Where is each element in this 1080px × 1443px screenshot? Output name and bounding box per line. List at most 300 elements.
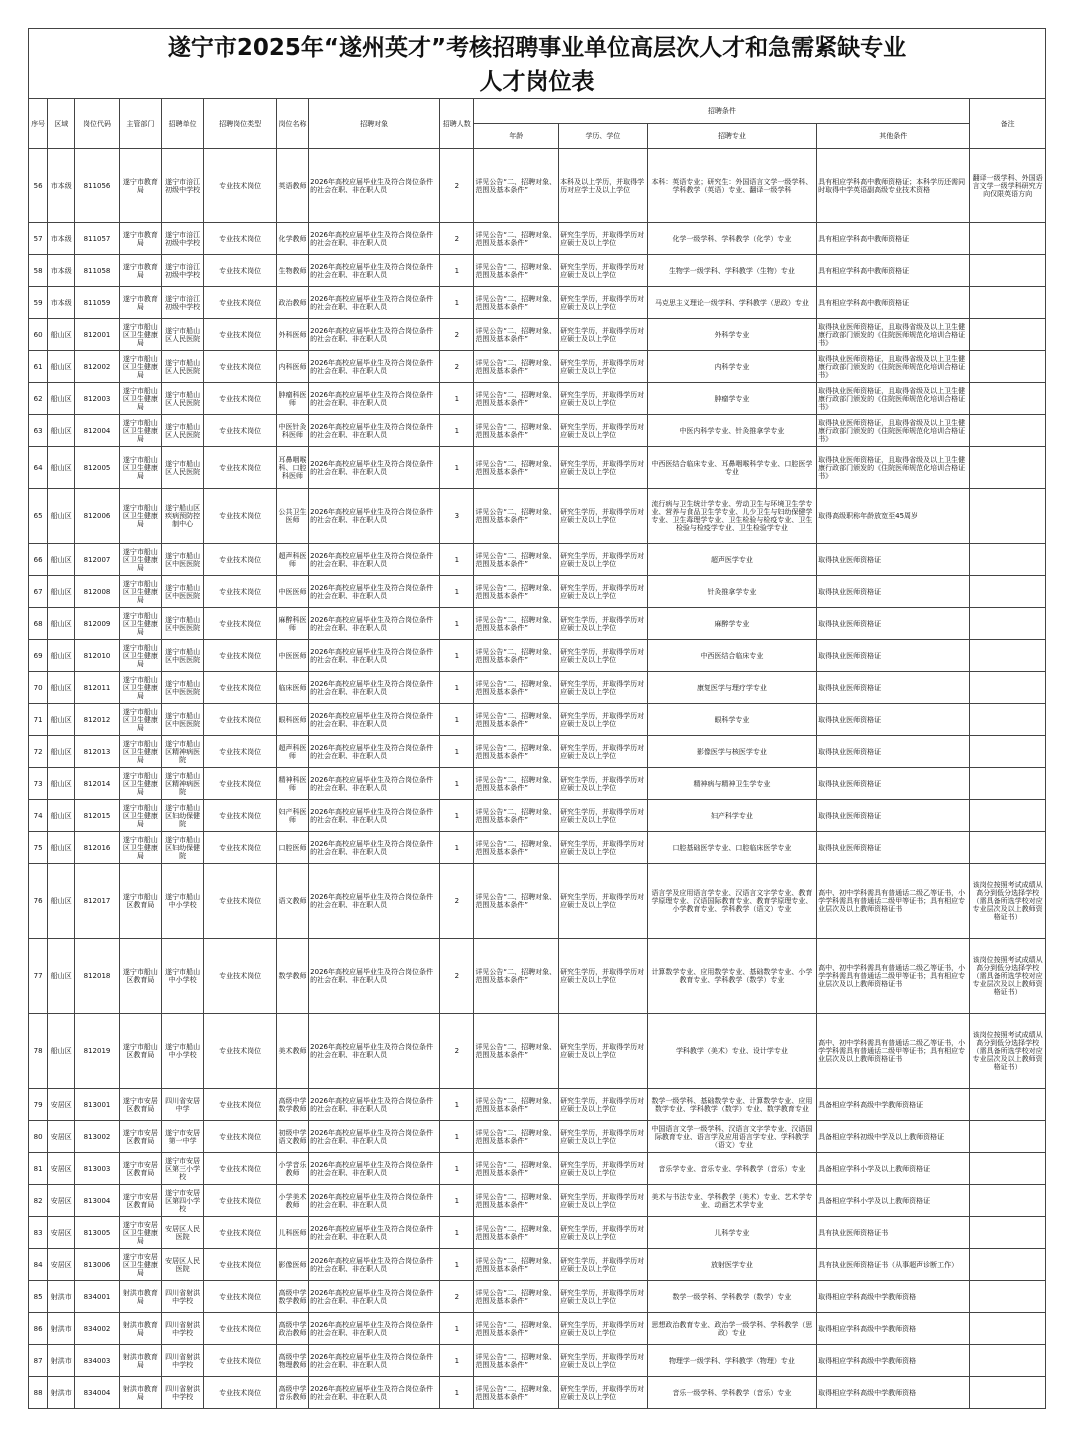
code-cell: 812018 xyxy=(75,939,119,1014)
header-target: 招聘对象 xyxy=(309,99,440,149)
department-cell: 遂宁市船山区卫生健康局 xyxy=(119,489,161,544)
target-cell: 2026年高校应届毕业生及符合岗位条件的社会在职、非在职人员 xyxy=(309,149,440,223)
seq-cell: 61 xyxy=(29,351,48,383)
major-cell: 化学一级学科、学科教学（化学）专业 xyxy=(647,223,816,255)
count-cell: 1 xyxy=(440,736,474,768)
major-cell: 口腔基础医学专业、口腔临床医学专业 xyxy=(647,832,816,864)
target-cell: 2026年高校应届毕业生及符合岗位条件的社会在职、非在职人员 xyxy=(309,1345,440,1377)
target-cell: 2026年高校应届毕业生及符合岗位条件的社会在职、非在职人员 xyxy=(309,576,440,608)
post-type-cell: 专业技术岗位 xyxy=(204,576,277,608)
department-cell: 遂宁市船山区卫生健康局 xyxy=(119,415,161,447)
target-cell: 2026年高校应届毕业生及符合岗位条件的社会在职、非在职人员 xyxy=(309,832,440,864)
other-cell: 具有相应学科高中教师资格证 xyxy=(817,223,970,255)
post-type-cell: 专业技术岗位 xyxy=(204,287,277,319)
table-row xyxy=(29,447,1046,489)
age-cell: 详见公告“二、招聘对象、范围及基本条件” xyxy=(474,319,559,351)
unit-cell: 四川省射洪中学校 xyxy=(162,1281,204,1313)
count-cell: 1 xyxy=(440,255,474,287)
major-cell: 数学一级学科、学科教学（数学）专业 xyxy=(647,1281,816,1313)
count-cell: 1 xyxy=(440,1185,474,1217)
seq-cell: 62 xyxy=(29,383,48,415)
education-cell: 研究生学历，并取得学历对应硕士及以上学位 xyxy=(559,704,648,736)
remark-cell xyxy=(970,1281,1046,1313)
unit-cell: 遂宁市涪江初级中学校 xyxy=(162,255,204,287)
unit-cell: 遂宁市船山区妇幼保健院 xyxy=(162,800,204,832)
age-cell: 详见公告“二、招聘对象、范围及基本条件” xyxy=(474,544,559,576)
age-cell: 详见公告“二、招聘对象、范围及基本条件” xyxy=(474,672,559,704)
post-type-cell: 专业技术岗位 xyxy=(204,608,277,640)
age-cell: 详见公告“二、招聘对象、范围及基本条件” xyxy=(474,704,559,736)
target-cell: 2026年高校应届毕业生及符合岗位条件的社会在职、非在职人员 xyxy=(309,1217,440,1249)
post-type-cell: 专业技术岗位 xyxy=(204,489,277,544)
header-age: 年龄 xyxy=(474,124,559,149)
education-cell: 研究生学历，并取得学历对应硕士及以上学位 xyxy=(559,1153,648,1185)
department-cell: 遂宁市安居区卫生健康局 xyxy=(119,1217,161,1249)
remark-cell: 该岗位按照考试成绩从高分到低分选择学校（需具备所选学校对应专业层次及以上教师资格证书） xyxy=(970,864,1046,939)
seq-cell: 75 xyxy=(29,832,48,864)
age-cell: 详见公告“二、招聘对象、范围及基本条件” xyxy=(474,383,559,415)
seq-cell: 74 xyxy=(29,800,48,832)
seq-cell: 71 xyxy=(29,704,48,736)
education-cell: 研究生学历，并取得学历对应硕士及以上学位 xyxy=(559,768,648,800)
count-cell: 2 xyxy=(440,149,474,223)
post-name-cell: 眼科医师 xyxy=(276,704,308,736)
education-cell: 本科及以上学历，并取得学历对应学士及以上学位 xyxy=(559,149,648,223)
age-cell: 详见公告“二、招聘对象、范围及基本条件” xyxy=(474,149,559,223)
code-cell: 812010 xyxy=(75,640,119,672)
count-cell: 1 xyxy=(440,1249,474,1281)
education-cell: 研究生学历，并取得学历对应硕士及以上学位 xyxy=(559,1313,648,1345)
other-cell: 高中、初中学科需具有普通话二级乙等证书，小学学科需具有普通话二级甲等证书；具有相应专业层次及以上教师资格证书 xyxy=(817,1014,970,1089)
count-cell: 1 xyxy=(440,768,474,800)
target-cell: 2026年高校应届毕业生及符合岗位条件的社会在职、非在职人员 xyxy=(309,864,440,939)
education-cell: 研究生学历，并取得学历对应硕士及以上学位 xyxy=(559,1377,648,1409)
major-cell: 眼科学专业 xyxy=(647,704,816,736)
other-cell: 具有相应学科高中教师资格证 xyxy=(817,287,970,319)
department-cell: 射洪市教育局 xyxy=(119,1345,161,1377)
table-row xyxy=(29,1313,1046,1345)
table-row xyxy=(29,287,1046,319)
department-cell: 遂宁市船山区卫生健康局 xyxy=(119,447,161,489)
code-cell: 812005 xyxy=(75,447,119,489)
major-cell: 中医内科学专业、针灸推拿学专业 xyxy=(647,415,816,447)
header-post-name: 岗位名称 xyxy=(276,99,308,149)
table-row xyxy=(29,864,1046,939)
other-cell: 具有相应学科高中教师资格证 xyxy=(817,255,970,287)
post-type-cell: 专业技术岗位 xyxy=(204,447,277,489)
district-cell: 船山区 xyxy=(48,489,75,544)
department-cell: 遂宁市船山区卫生健康局 xyxy=(119,640,161,672)
count-cell: 1 xyxy=(440,1345,474,1377)
district-cell: 船山区 xyxy=(48,939,75,1014)
age-cell: 详见公告“二、招聘对象、范围及基本条件” xyxy=(474,1121,559,1153)
other-cell: 取得执业医师资格证 xyxy=(817,800,970,832)
table-row xyxy=(29,736,1046,768)
other-cell: 取得执业医师资格证，且取得省级及以上卫生健康行政部门颁发的《住院医师规范化培训合格证书》 xyxy=(817,319,970,351)
district-cell: 船山区 xyxy=(48,319,75,351)
age-cell: 详见公告“二、招聘对象、范围及基本条件” xyxy=(474,768,559,800)
post-type-cell: 专业技术岗位 xyxy=(204,383,277,415)
target-cell: 2026年高校应届毕业生及符合岗位条件的社会在职、非在职人员 xyxy=(309,319,440,351)
seq-cell: 58 xyxy=(29,255,48,287)
post-name-cell: 精神科医师 xyxy=(276,768,308,800)
post-type-cell: 专业技术岗位 xyxy=(204,864,277,939)
seq-cell: 78 xyxy=(29,1014,48,1089)
count-cell: 1 xyxy=(440,1217,474,1249)
age-cell: 详见公告“二、招聘对象、范围及基本条件” xyxy=(474,351,559,383)
count-cell: 2 xyxy=(440,1014,474,1089)
count-cell: 1 xyxy=(440,1089,474,1121)
target-cell: 2026年高校应届毕业生及符合岗位条件的社会在职、非在职人员 xyxy=(309,939,440,1014)
count-cell: 2 xyxy=(440,939,474,1014)
target-cell: 2026年高校应届毕业生及符合岗位条件的社会在职、非在职人员 xyxy=(309,768,440,800)
district-cell: 市本级 xyxy=(48,287,75,319)
other-cell: 取得相应学科高级中学教师资格 xyxy=(817,1281,970,1313)
remark-cell xyxy=(970,1249,1046,1281)
remark-cell xyxy=(970,415,1046,447)
post-type-cell: 专业技术岗位 xyxy=(204,1345,277,1377)
target-cell: 2026年高校应届毕业生及符合岗位条件的社会在职、非在职人员 xyxy=(309,255,440,287)
post-name-cell: 语文教师 xyxy=(276,864,308,939)
post-name-cell: 外科医师 xyxy=(276,319,308,351)
district-cell: 船山区 xyxy=(48,576,75,608)
header-seq: 序号 xyxy=(29,99,48,149)
header-code: 岗位代码 xyxy=(75,99,119,149)
target-cell: 2026年高校应届毕业生及符合岗位条件的社会在职、非在职人员 xyxy=(309,1153,440,1185)
table-row xyxy=(29,415,1046,447)
count-cell: 1 xyxy=(440,832,474,864)
post-type-cell: 专业技术岗位 xyxy=(204,1153,277,1185)
target-cell: 2026年高校应届毕业生及符合岗位条件的社会在职、非在职人员 xyxy=(309,1089,440,1121)
title-line-2: 人才岗位表 xyxy=(479,69,595,95)
other-cell: 高中、初中学科需具有普通话二级乙等证书，小学学科需具有普通话二级甲等证书；具有相应专业层次及以上教师资格证书 xyxy=(817,864,970,939)
remark-cell xyxy=(970,672,1046,704)
major-cell: 物理学一级学科、学科教学（物理）专业 xyxy=(647,1345,816,1377)
remark-cell xyxy=(970,1153,1046,1185)
target-cell: 2026年高校应届毕业生及符合岗位条件的社会在职、非在职人员 xyxy=(309,640,440,672)
post-name-cell: 中医针灸科医师 xyxy=(276,415,308,447)
remark-cell: 翻译一级学科、外国语言文学一级学科研究方向仅限英语方向 xyxy=(970,149,1046,223)
unit-cell: 遂宁市船山区中医医院 xyxy=(162,640,204,672)
department-cell: 遂宁市教育局 xyxy=(119,287,161,319)
unit-cell: 遂宁市船山区精神病医院 xyxy=(162,736,204,768)
other-cell: 取得执业医师资格证，且取得省级及以上卫生健康行政部门颁发的《住院医师规范化培训合格证书》 xyxy=(817,351,970,383)
remark-cell xyxy=(970,383,1046,415)
post-type-cell: 专业技术岗位 xyxy=(204,939,277,1014)
education-cell: 研究生学历，并取得学历对应硕士及以上学位 xyxy=(559,832,648,864)
unit-cell: 遂宁市船山区中医医院 xyxy=(162,544,204,576)
remark-cell xyxy=(970,319,1046,351)
other-cell: 取得相应学科高级中学教师资格 xyxy=(817,1345,970,1377)
remark-cell xyxy=(970,1313,1046,1345)
post-type-cell: 专业技术岗位 xyxy=(204,1217,277,1249)
major-cell: 中国语言文学一级学科、汉语言文字学专业、汉语国际教育专业、语言学及应用语言学专业、学科教学（语文）专业 xyxy=(647,1121,816,1153)
department-cell: 遂宁市安居区教育局 xyxy=(119,1153,161,1185)
age-cell: 详见公告“二、招聘对象、范围及基本条件” xyxy=(474,608,559,640)
unit-cell: 遂宁市涪江初级中学校 xyxy=(162,149,204,223)
district-cell: 船山区 xyxy=(48,351,75,383)
age-cell: 详见公告“二、招聘对象、范围及基本条件” xyxy=(474,939,559,1014)
unit-cell: 遂宁市安居区第四小学校 xyxy=(162,1185,204,1217)
remark-cell xyxy=(970,255,1046,287)
major-cell: 内科学专业 xyxy=(647,351,816,383)
education-cell: 研究生学历，并取得学历对应硕士及以上学位 xyxy=(559,415,648,447)
district-cell: 安居区 xyxy=(48,1185,75,1217)
post-name-cell: 数学教师 xyxy=(276,939,308,1014)
other-cell: 取得执业医师资格证 xyxy=(817,736,970,768)
major-cell: 马克思主义理论一级学科、学科教学（思政）专业 xyxy=(647,287,816,319)
unit-cell: 遂宁市安居第一中学 xyxy=(162,1121,204,1153)
other-cell: 取得执业医师资格证，且取得省级及以上卫生健康行政部门颁发的《住院医师规范化培训合格证书》 xyxy=(817,415,970,447)
table-row xyxy=(29,672,1046,704)
post-type-cell: 专业技术岗位 xyxy=(204,1313,277,1345)
table-row xyxy=(29,576,1046,608)
post-name-cell: 内科医师 xyxy=(276,351,308,383)
header-conditions: 招聘条件 xyxy=(474,99,970,124)
table-row xyxy=(29,939,1046,1014)
district-cell: 市本级 xyxy=(48,149,75,223)
education-cell: 研究生学历，并取得学历对应硕士及以上学位 xyxy=(559,736,648,768)
post-name-cell: 高级中学物理教师 xyxy=(276,1345,308,1377)
other-cell: 具有相应学科高中教师资格证；本科学历还需同时取得中学英语副高级专业技术资格 xyxy=(817,149,970,223)
department-cell: 遂宁市船山区卫生健康局 xyxy=(119,672,161,704)
count-cell: 1 xyxy=(440,1377,474,1409)
post-type-cell: 专业技术岗位 xyxy=(204,1377,277,1409)
code-cell: 812004 xyxy=(75,415,119,447)
remark-cell: 该岗位按照考试成绩从高分到低分选择学校（需具备所选学校对应专业层次及以上教师资格证书） xyxy=(970,1014,1046,1089)
major-cell: 生物学一级学科、学科教学（生物）专业 xyxy=(647,255,816,287)
unit-cell: 遂宁市船山区精神病医院 xyxy=(162,768,204,800)
unit-cell: 遂宁船山区疾病预防控制中心 xyxy=(162,489,204,544)
post-name-cell: 超声科医师 xyxy=(276,736,308,768)
major-cell: 音乐一级学科、学科教学（音乐）专业 xyxy=(647,1377,816,1409)
header-district: 区域 xyxy=(48,99,75,149)
target-cell: 2026年高校应届毕业生及符合岗位条件的社会在职、非在职人员 xyxy=(309,415,440,447)
table-row xyxy=(29,223,1046,255)
count-cell: 2 xyxy=(440,319,474,351)
target-cell: 2026年高校应届毕业生及符合岗位条件的社会在职、非在职人员 xyxy=(309,1249,440,1281)
other-cell: 具备相应学科高级中学教师资格证 xyxy=(817,1089,970,1121)
education-cell: 研究生学历，并取得学历对应硕士及以上学位 xyxy=(559,1185,648,1217)
unit-cell: 遂宁市船山区人民医院 xyxy=(162,415,204,447)
education-cell: 研究生学历，并取得学历对应硕士及以上学位 xyxy=(559,351,648,383)
age-cell: 详见公告“二、招聘对象、范围及基本条件” xyxy=(474,576,559,608)
post-name-cell: 高级中学音乐教师 xyxy=(276,1377,308,1409)
post-type-cell: 专业技术岗位 xyxy=(204,149,277,223)
other-cell: 取得执业医师资格证 xyxy=(817,640,970,672)
code-cell: 813005 xyxy=(75,1217,119,1249)
district-cell: 船山区 xyxy=(48,704,75,736)
education-cell: 研究生学历，并取得学历对应硕士及以上学位 xyxy=(559,1121,648,1153)
district-cell: 射洪市 xyxy=(48,1281,75,1313)
department-cell: 遂宁市船山区卫生健康局 xyxy=(119,383,161,415)
target-cell: 2026年高校应届毕业生及符合岗位条件的社会在职、非在职人员 xyxy=(309,800,440,832)
age-cell: 详见公告“二、招聘对象、范围及基本条件” xyxy=(474,1377,559,1409)
table-row xyxy=(29,1014,1046,1089)
department-cell: 射洪市教育局 xyxy=(119,1313,161,1345)
page-title xyxy=(28,28,1046,98)
seq-cell: 83 xyxy=(29,1217,48,1249)
district-cell: 船山区 xyxy=(48,736,75,768)
table-row xyxy=(29,383,1046,415)
age-cell: 详见公告“二、招聘对象、范围及基本条件” xyxy=(474,1345,559,1377)
district-cell: 船山区 xyxy=(48,608,75,640)
age-cell: 详见公告“二、招聘对象、范围及基本条件” xyxy=(474,489,559,544)
unit-cell: 遂宁市船山区中医医院 xyxy=(162,704,204,736)
post-name-cell: 高级中学政治教师 xyxy=(276,1313,308,1345)
education-cell: 研究生学历，并取得学历对应硕士及以上学位 xyxy=(559,576,648,608)
other-cell: 取得高级职称年龄放宽至45周岁 xyxy=(817,489,970,544)
post-type-cell: 专业技术岗位 xyxy=(204,319,277,351)
post-type-cell: 专业技术岗位 xyxy=(204,704,277,736)
education-cell: 研究生学历，并取得学历对应硕士及以上学位 xyxy=(559,1217,648,1249)
seq-cell: 56 xyxy=(29,149,48,223)
department-cell: 射洪市教育局 xyxy=(119,1281,161,1313)
other-cell: 具备相应学科小学及以上教师资格证 xyxy=(817,1153,970,1185)
seq-cell: 70 xyxy=(29,672,48,704)
seq-cell: 81 xyxy=(29,1153,48,1185)
count-cell: 1 xyxy=(440,1153,474,1185)
education-cell: 研究生学历，并取得学历对应硕士及以上学位 xyxy=(559,608,648,640)
department-cell: 遂宁市船山区卫生健康局 xyxy=(119,832,161,864)
code-cell: 812015 xyxy=(75,800,119,832)
post-type-cell: 专业技术岗位 xyxy=(204,768,277,800)
other-cell: 取得执业医师资格证 xyxy=(817,704,970,736)
unit-cell: 安居区人民医院 xyxy=(162,1217,204,1249)
header-department: 主管部门 xyxy=(119,99,161,149)
table-row xyxy=(29,1345,1046,1377)
remark-cell xyxy=(970,223,1046,255)
age-cell: 详见公告“二、招聘对象、范围及基本条件” xyxy=(474,1089,559,1121)
code-cell: 812008 xyxy=(75,576,119,608)
department-cell: 遂宁市船山区卫生健康局 xyxy=(119,736,161,768)
district-cell: 安居区 xyxy=(48,1089,75,1121)
post-type-cell: 专业技术岗位 xyxy=(204,1089,277,1121)
other-cell: 具有执业医师资格证书（从事超声诊断工作） xyxy=(817,1249,970,1281)
count-cell: 1 xyxy=(440,640,474,672)
department-cell: 遂宁市安居区卫生健康局 xyxy=(119,1249,161,1281)
other-cell: 取得执业医师资格证 xyxy=(817,608,970,640)
major-cell: 超声医学专业 xyxy=(647,544,816,576)
age-cell: 详见公告“二、招聘对象、范围及基本条件” xyxy=(474,255,559,287)
major-cell: 美术与书法专业、学科教学（美术）专业、艺术学专业、动画艺术学专业 xyxy=(647,1185,816,1217)
major-cell: 放射医学专业 xyxy=(647,1249,816,1281)
other-cell: 具有执业医师资格证书 xyxy=(817,1217,970,1249)
remark-cell xyxy=(970,576,1046,608)
code-cell: 813004 xyxy=(75,1185,119,1217)
post-name-cell: 美术教师 xyxy=(276,1014,308,1089)
post-type-cell: 专业技术岗位 xyxy=(204,1014,277,1089)
department-cell: 遂宁市船山区教育局 xyxy=(119,1014,161,1089)
table-body xyxy=(29,149,1046,1409)
code-cell: 813003 xyxy=(75,1153,119,1185)
major-cell: 肿瘤学专业 xyxy=(647,383,816,415)
code-cell: 812007 xyxy=(75,544,119,576)
seq-cell: 63 xyxy=(29,415,48,447)
header-count: 招聘人数 xyxy=(440,99,474,149)
post-type-cell: 专业技术岗位 xyxy=(204,1249,277,1281)
table-row xyxy=(29,1185,1046,1217)
post-type-cell: 专业技术岗位 xyxy=(204,800,277,832)
education-cell: 研究生学历，并取得学历对应硕士及以上学位 xyxy=(559,319,648,351)
table-row xyxy=(29,1089,1046,1121)
district-cell: 射洪市 xyxy=(48,1377,75,1409)
seq-cell: 68 xyxy=(29,608,48,640)
post-type-cell: 专业技术岗位 xyxy=(204,415,277,447)
code-cell: 811057 xyxy=(75,223,119,255)
district-cell: 船山区 xyxy=(48,768,75,800)
post-type-cell: 专业技术岗位 xyxy=(204,544,277,576)
table-row xyxy=(29,832,1046,864)
remark-cell: 该岗位按照考试成绩从高分到低分选择学校（需具备所选学校对应专业层次及以上教师资格证书） xyxy=(970,939,1046,1014)
count-cell: 1 xyxy=(440,1313,474,1345)
table-row xyxy=(29,640,1046,672)
seq-cell: 77 xyxy=(29,939,48,1014)
major-cell: 精神病与精神卫生学专业 xyxy=(647,768,816,800)
department-cell: 遂宁市船山区卫生健康局 xyxy=(119,608,161,640)
education-cell: 研究生学历，并取得学历对应硕士及以上学位 xyxy=(559,1249,648,1281)
unit-cell: 遂宁市船山区妇幼保健院 xyxy=(162,832,204,864)
post-name-cell: 麻醉科医师 xyxy=(276,608,308,640)
education-cell: 研究生学历，并取得学历对应硕士及以上学位 xyxy=(559,672,648,704)
other-cell: 具备相应学科初级中学及以上教师资格证 xyxy=(817,1121,970,1153)
department-cell: 遂宁市安居区教育局 xyxy=(119,1089,161,1121)
table-row xyxy=(29,1121,1046,1153)
unit-cell: 遂宁市船山中小学校 xyxy=(162,864,204,939)
post-type-cell: 专业技术岗位 xyxy=(204,672,277,704)
unit-cell: 遂宁市船山区人民医院 xyxy=(162,383,204,415)
unit-cell: 遂宁市船山区人民医院 xyxy=(162,351,204,383)
unit-cell: 安居区人民医院 xyxy=(162,1249,204,1281)
header-major: 招聘专业 xyxy=(647,124,816,149)
remark-cell xyxy=(970,1121,1046,1153)
department-cell: 遂宁市船山区卫生健康局 xyxy=(119,768,161,800)
department-cell: 遂宁市教育局 xyxy=(119,149,161,223)
major-cell: 数学一级学科、基础数学专业、计算数学专业、应用数学专业、学科教学（数学）专业、数学教育专业 xyxy=(647,1089,816,1121)
post-name-cell: 影像医师 xyxy=(276,1249,308,1281)
count-cell: 1 xyxy=(440,415,474,447)
district-cell: 射洪市 xyxy=(48,1345,75,1377)
code-cell: 812017 xyxy=(75,864,119,939)
post-type-cell: 专业技术岗位 xyxy=(204,736,277,768)
post-name-cell: 高级中学数学教师 xyxy=(276,1281,308,1313)
count-cell: 1 xyxy=(440,576,474,608)
post-name-cell: 初级中学语文教师 xyxy=(276,1121,308,1153)
department-cell: 遂宁市船山区卫生健康局 xyxy=(119,576,161,608)
other-cell: 取得执业医师资格证 xyxy=(817,832,970,864)
other-cell: 取得执业医师资格证 xyxy=(817,576,970,608)
seq-cell: 65 xyxy=(29,489,48,544)
code-cell: 812006 xyxy=(75,489,119,544)
table-row xyxy=(29,149,1046,223)
code-cell: 812019 xyxy=(75,1014,119,1089)
seq-cell: 72 xyxy=(29,736,48,768)
major-cell: 流行病与卫生统计学专业、劳动卫生与环境卫生学专业、营养与食品卫生学专业、儿少卫生与妇幼保健学专业、卫生毒理学专业、卫生检验与检疫专业、卫生检验与检疫学专业、卫生检验学专业 xyxy=(647,489,816,544)
post-type-cell: 专业技术岗位 xyxy=(204,351,277,383)
target-cell: 2026年高校应届毕业生及符合岗位条件的社会在职、非在职人员 xyxy=(309,672,440,704)
district-cell: 安居区 xyxy=(48,1153,75,1185)
education-cell: 研究生学历，并取得学历对应硕士及以上学位 xyxy=(559,223,648,255)
code-cell: 812013 xyxy=(75,736,119,768)
post-name-cell: 肿瘤科医师 xyxy=(276,383,308,415)
district-cell: 船山区 xyxy=(48,544,75,576)
table-row xyxy=(29,1249,1046,1281)
district-cell: 船山区 xyxy=(48,383,75,415)
code-cell: 813002 xyxy=(75,1121,119,1153)
count-cell: 3 xyxy=(440,489,474,544)
age-cell: 详见公告“二、招聘对象、范围及基本条件” xyxy=(474,832,559,864)
unit-cell: 遂宁市船山区中医医院 xyxy=(162,608,204,640)
